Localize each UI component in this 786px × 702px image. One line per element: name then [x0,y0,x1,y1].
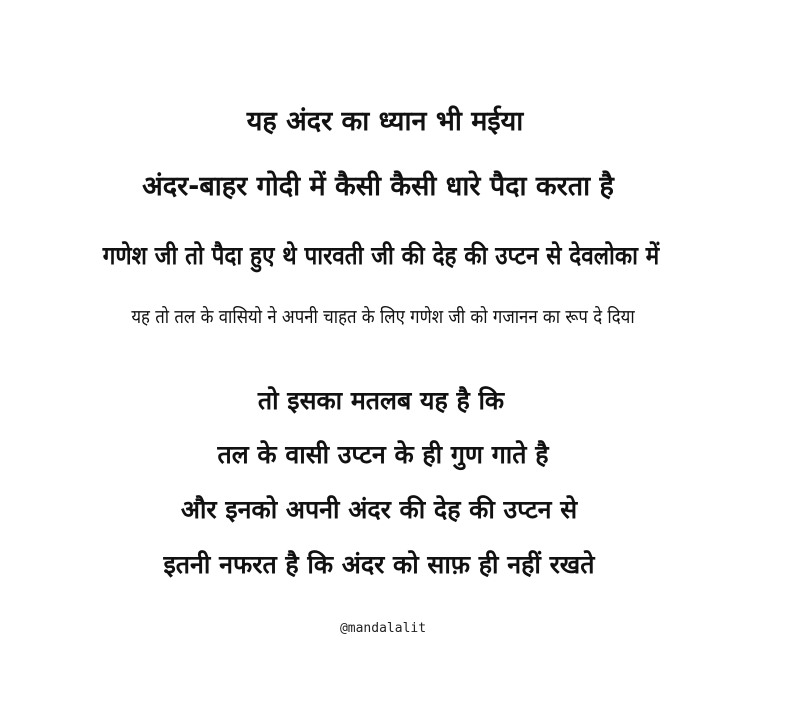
poem-line-8: इतनी नफरत है कि अंदर को साफ़ ही नहीं रखते [163,550,595,579]
poem-line-2: अंदर-बाहर गोदी में कैसी कैसी धारे पैदा करता है [142,171,614,202]
poem-line-6: तल के वासी उप्टन के ही गुण गाते है [217,440,549,469]
poem-line-3: गणेश जी तो पैदा हुए थे पारवती जी की देह की उप्टन से देवलोका में [102,241,660,270]
author-handle: @mandalalit [339,621,427,636]
poem-line-1: यह अंदर का ध्यान भी मईया [246,106,524,137]
poem-line-5: तो इसका मतलब यह है कि [257,386,505,415]
poem-line-7: और इनको अपनी अंदर की देह की उप्टन से [180,495,578,524]
poem-line-4: यह तो तल के वासियो ने अपनी चाहत के लिए गणेश जी को गजानन का रूप दे दिया [131,306,635,328]
